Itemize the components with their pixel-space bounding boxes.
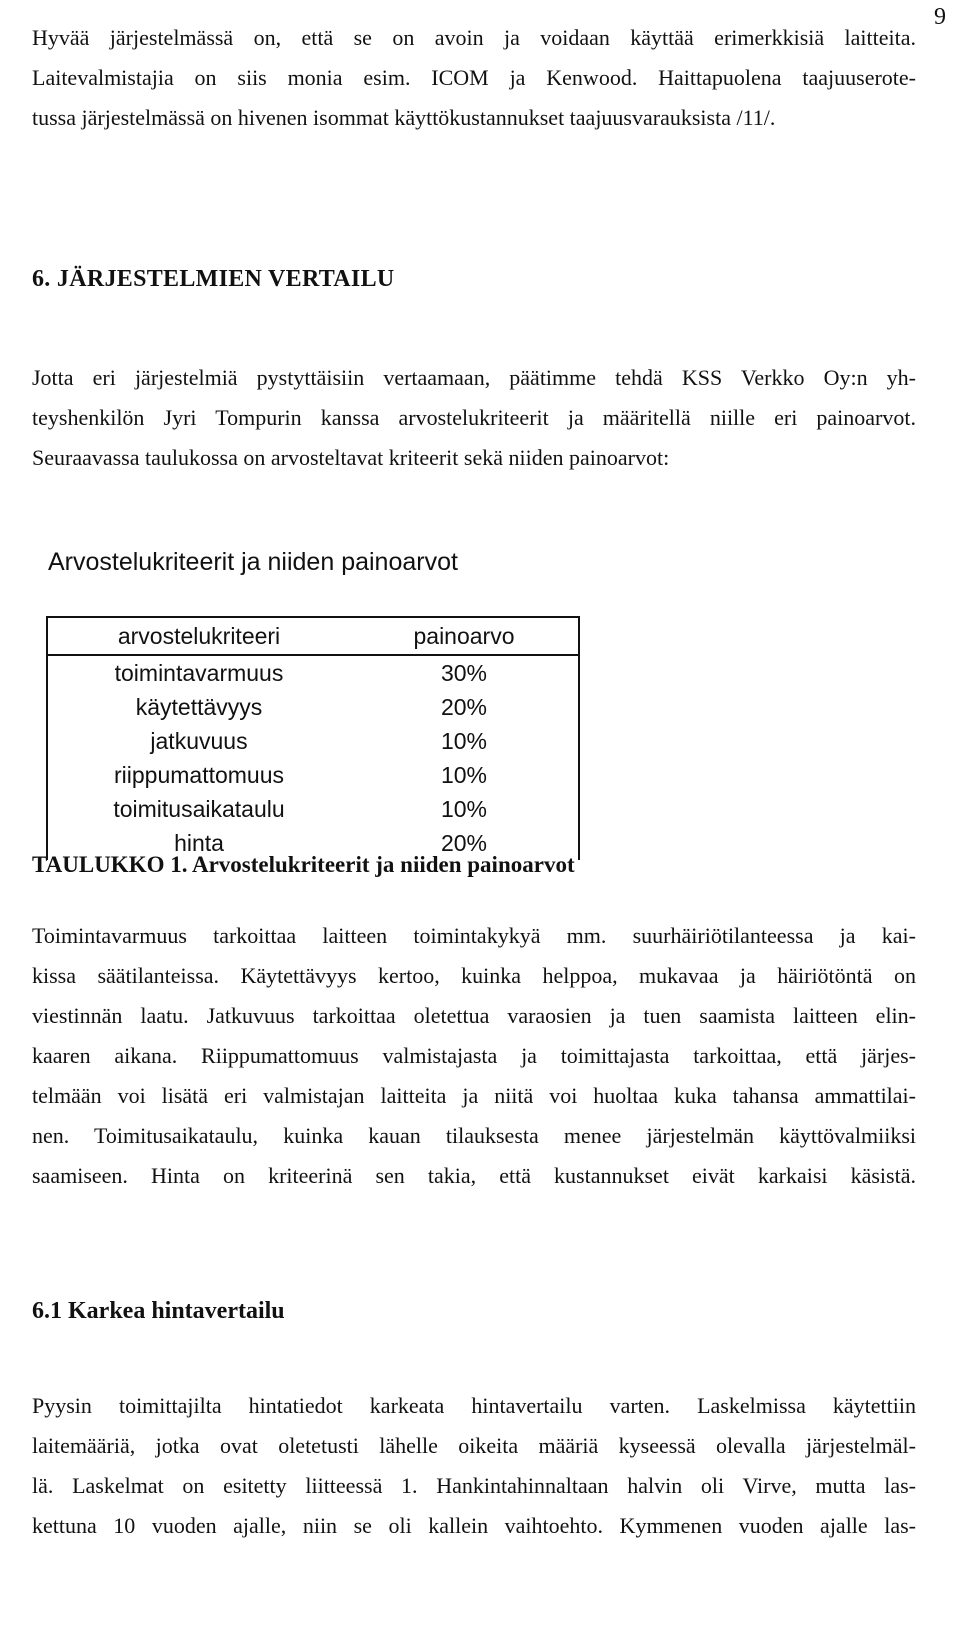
criterion-cell: hinta <box>47 826 350 860</box>
text-line: tussa järjestelmässä on hivenen isommat käyttökustannukset taajuusvarauksista /11/. <box>32 105 776 130</box>
table-row <box>47 792 579 826</box>
text-line: Laitevalmistajia on siis monia esim. ICOM ja Kenwood. Haittapuolena taajuuserote- <box>32 65 916 90</box>
weight-cell: 20% <box>350 690 579 724</box>
text-line: viestinnän laatu. Jatkuvuus tarkoittaa oletettua varaosien ja tuen saamista laitteen elin- <box>32 1003 916 1028</box>
criterion-cell: käytettävyys <box>47 690 350 724</box>
weight-cell: 20% <box>350 826 579 860</box>
table-row <box>47 724 579 758</box>
page-number: 9 <box>934 4 946 30</box>
price-comparison-paragraph <box>32 1386 916 1546</box>
text-line: teyshenkilön Jyri Tompurin kanssa arvostelukriteerit ja määritellä niille eri painoarvot. <box>32 405 916 430</box>
criterion-cell: jatkuvuus <box>47 724 350 758</box>
table-title: Arvostelukriteerit ja niiden painoarvot <box>48 548 458 576</box>
column-header-criterion: arvostelukriteeri <box>47 617 350 655</box>
table-caption: TAULUKKO 1. Arvostelukriteerit ja niiden painoarvot <box>32 852 575 877</box>
table-row <box>47 758 579 792</box>
text-line: kissa säätilanteissa. Käytettävyys kertoo, kuinka helppoa, mukavaa ja häiriötöntä on <box>32 963 916 988</box>
weight-cell: 10% <box>350 724 579 758</box>
comparison-paragraph <box>32 358 916 478</box>
criterion-cell: toimintavarmuus <box>47 655 350 690</box>
criteria-table <box>46 616 580 860</box>
table-row <box>47 690 579 724</box>
text-line: kettuna 10 vuoden ajalle, niin se oli kallein vaihtoehto. Kymmenen vuoden ajalle las- <box>32 1513 916 1538</box>
text-line: nen. Toimitusaikataulu, kuinka kauan tilauksesta menee järjestelmän käyttövalmiiksi <box>32 1123 916 1148</box>
text-line: laitemääriä, jotka ovat oletetusti lähelle oikeita määriä kyseessä olevalla järjestelmäl- <box>32 1433 916 1458</box>
column-header-weight: painoarvo <box>350 617 579 655</box>
subsection-heading: 6.1 Karkea hintavertailu <box>32 1298 285 1324</box>
section-heading: 6. JÄRJESTELMIEN VERTAILU <box>32 266 395 292</box>
table-header-row <box>47 617 579 655</box>
text-line: Seuraavassa taulukossa on arvosteltavat kriteerit sekä niiden painoarvot: <box>32 445 670 470</box>
text-line: Jotta eri järjestelmiä pystyttäisiin vertaamaan, päätimme tehdä KSS Verkko Oy:n yh- <box>32 365 916 390</box>
criteria-description-paragraph <box>32 916 916 1196</box>
weight-cell: 10% <box>350 758 579 792</box>
weight-cell: 10% <box>350 792 579 826</box>
criterion-cell: toimitusaikataulu <box>47 792 350 826</box>
text-line: saamiseen. Hinta on kriteerinä sen takia, että kustannukset eivät karkaisi käsistä. <box>32 1163 916 1188</box>
text-line: lä. Laskelmat on esitetty liitteessä 1. Hankintahinnaltaan halvin oli Virve, mutta las- <box>32 1473 916 1498</box>
text-line: Hyvää järjestelmässä on, että se on avoin ja voidaan käyttää erimerkkisiä laitteita. <box>32 25 916 50</box>
text-line: telmään voi lisätä eri valmistajan laitteita ja niitä voi huoltaa kuka tahansa ammattilai- <box>32 1083 916 1108</box>
intro-paragraph <box>32 18 916 138</box>
table-row <box>47 655 579 690</box>
criterion-cell: riippumattomuus <box>47 758 350 792</box>
weight-cell: 30% <box>350 655 579 690</box>
text-line: Pyysin toimittajilta hintatiedot karkeata hintavertailu varten. Laskelmissa käytettiin <box>32 1393 916 1418</box>
text-line: Toimintavarmuus tarkoittaa laitteen toimintakykyä mm. suurhäiriötilanteessa ja kai- <box>32 923 916 948</box>
text-line: kaaren aikana. Riippumattomuus valmistajasta ja toimittajasta tarkoittaa, että järjes- <box>32 1043 916 1068</box>
